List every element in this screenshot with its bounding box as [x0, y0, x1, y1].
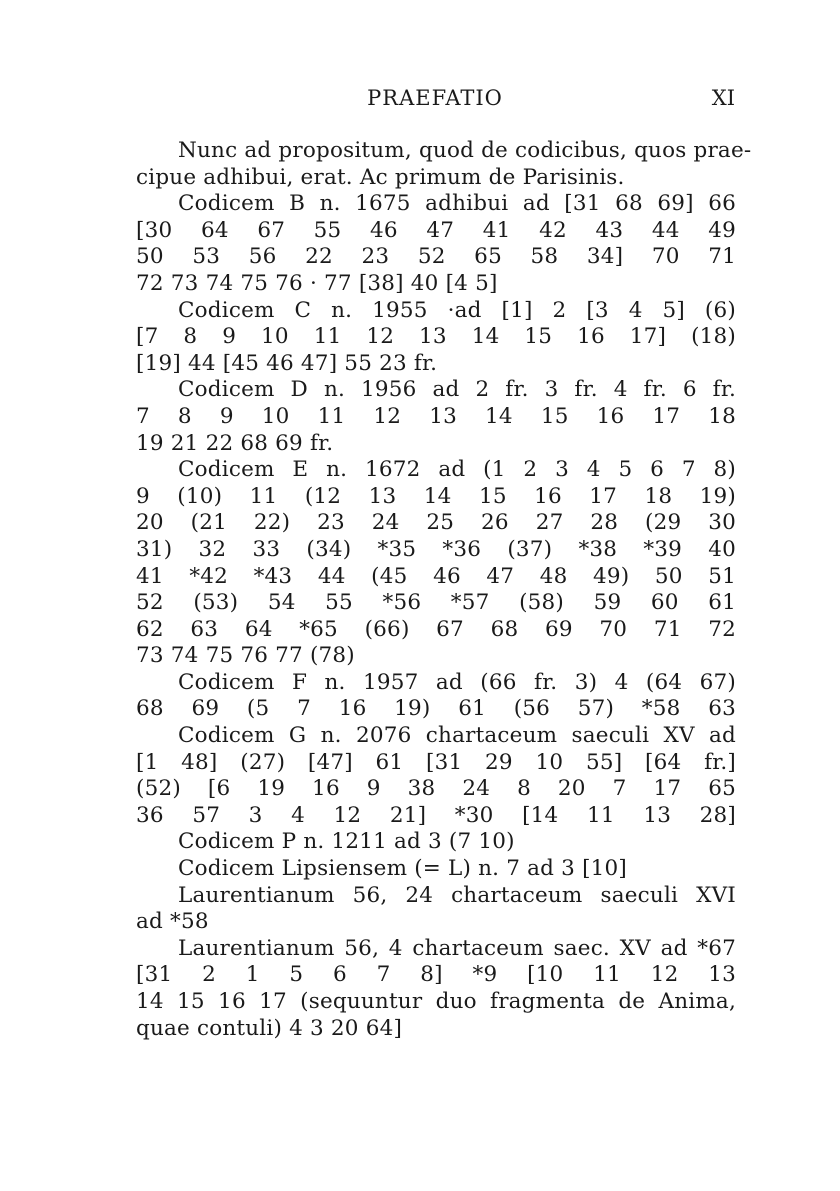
text-line: cipue adhibui, erat. Ac primum de Parisinis. [136, 164, 625, 190]
text-line: Codicem E n. 1672 ad (1 2 3 4 5 6 7 8) [178, 457, 736, 483]
text-line: 62 63 64 *65 (66) 67 68 69 70 71 72 [136, 616, 736, 642]
text-line: 50 53 56 22 23 52 65 58 34] 70 71 [136, 244, 736, 270]
text-line: [19] 44 [45 46 47] 55 23 fr. [136, 350, 438, 376]
text-line: 41 *42 *43 44 (45 46 47 48 49) 50 51 [136, 563, 736, 589]
text-line: Codicem D n. 1956 ad 2 fr. 3 fr. 4 fr. 6 fr. [178, 377, 736, 403]
page-number: XI [711, 86, 735, 110]
text-line: Nunc ad propositum, quod de codicibus, quos prae- [178, 138, 752, 163]
text-line: 9 (10) 11 (12 13 14 15 16 17 18 19) [136, 483, 736, 509]
text-line: [30 64 67 55 46 47 41 42 43 44 49 [136, 217, 736, 243]
text-line: Codicem F n. 1957 ad (66 fr. 3) 4 (64 67) [178, 669, 736, 695]
text-line: [1 48] (27) [47] 61 [31 29 10 55] [64 fr.] [136, 749, 736, 775]
text-line: 19 21 22 68 69 fr. [136, 430, 334, 456]
text-line: 14 15 16 17 (sequuntur duo fragmenta de Anima, [136, 989, 736, 1014]
text-line: Codicem G n. 2076 chartaceum saeculi XV ad [178, 723, 736, 749]
text-line: 36 57 3 4 12 21] *30 [14 11 13 28] [136, 802, 736, 828]
text-line: 73 74 75 76 77 (78) [136, 643, 355, 669]
text-line: Codicem P n. 1211 ad 3 (7 10) [178, 829, 515, 855]
text-line: 72 73 74 75 76 · 77 [38] 40 [4 5] [136, 270, 498, 296]
text-line: Codicem B n. 1675 adhibui ad [31 68 69] 66 [178, 191, 736, 217]
text-line: (52) [6 19 16 9 38 24 8 20 7 17 65 [136, 776, 736, 802]
text-line: ad *58 [136, 909, 209, 935]
body-text [136, 138, 752, 1042]
running-head [135, 86, 735, 116]
text-line: [7 8 9 10 11 12 13 14 15 16 17] (18) [136, 324, 736, 350]
text-line: Laurentianum 56, 24 chartaceum saeculi XVI [178, 882, 736, 908]
text-line: 20 (21 22) 23 24 25 26 27 28 (29 30 [136, 510, 736, 536]
text-line: Codicem Lipsiensem (= L) n. 7 ad 3 [10] [178, 856, 628, 882]
text-line: 31) 32 33 (34) *35 *36 (37) *38 *39 40 [136, 536, 736, 562]
text-line: Laurentianum 56, 4 chartaceum saec. XV ad *67 [178, 935, 736, 961]
text-line: [31 2 1 5 6 7 8] *9 [10 11 12 13 [136, 962, 736, 988]
text-line: 7 8 9 10 11 12 13 14 15 16 17 18 [136, 403, 736, 429]
text-line: Codicem C n. 1955 ·ad [1] 2 [3 4 5] (6) [178, 297, 736, 323]
text-line: quae contuli) 4 3 20 64] [136, 1015, 403, 1041]
text-line: 52 (53) 54 55 *56 *57 (58) 59 60 61 [136, 590, 736, 616]
text-line: 68 69 (5 7 16 19) 61 (56 57) *58 63 [136, 696, 736, 722]
running-title: PRAEFATIO [367, 86, 503, 110]
